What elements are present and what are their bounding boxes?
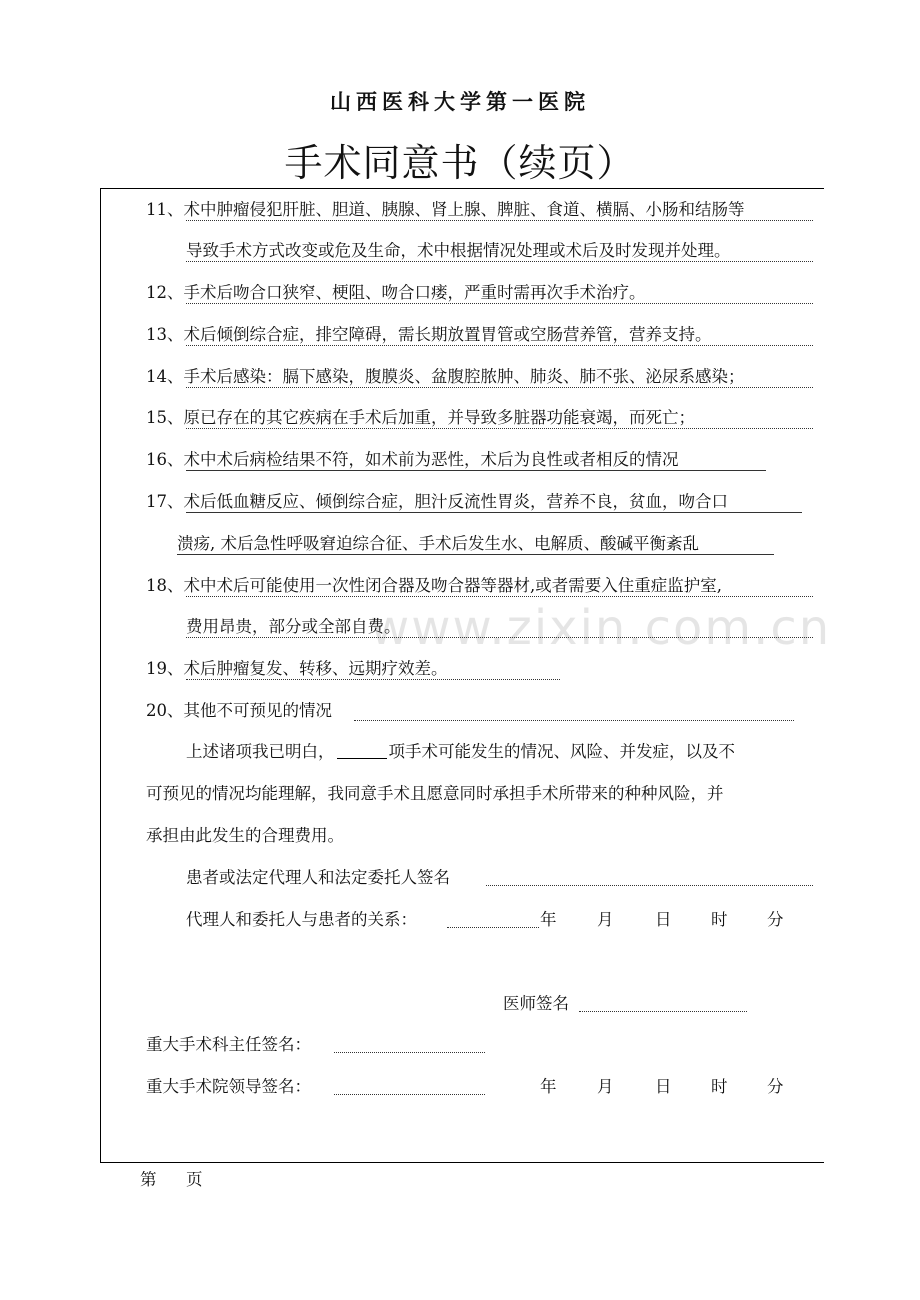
underline [186, 428, 813, 429]
patient-signature-label: 患者或法定代理人和法定委托人签名 [186, 868, 450, 887]
hour-label: 时 [711, 1077, 728, 1096]
risk-item-17-cont: 溃疡, 术后急性呼吸窘迫综合征、手术后发生水、电解质、酸碱平衡紊乱 [177, 534, 699, 553]
doctor-signature-field[interactable] [579, 1011, 747, 1012]
underline [186, 470, 766, 471]
underline [186, 387, 813, 388]
minute-label: 分 [767, 910, 784, 929]
patient-signature-field[interactable] [486, 885, 813, 886]
underline [186, 261, 813, 262]
underline [354, 720, 794, 721]
risk-item-13: 13、术后倾倒综合症，排空障碍，需长期放置胃管或空肠营养管，营养支持。 [146, 325, 712, 344]
hour-label: 时 [711, 910, 728, 929]
document-title: 手术同意书（续页） [284, 141, 636, 185]
page-number-prefix: 第 [140, 1170, 157, 1189]
watermark: www.zixin.com.cn [370, 600, 832, 656]
underline [186, 220, 813, 221]
risk-item-15: 15、原已存在的其它疾病在手术后加重，并导致多脏器功能衰竭，而死亡； [146, 408, 695, 427]
month-label: 月 [597, 1077, 614, 1096]
underline [186, 637, 813, 638]
consent-statement-line-2: 可预见的情况均能理解，我同意手术且愿意同时承担手术所带来的种种风险，并 [146, 784, 724, 803]
page-number-suffix: 页 [186, 1170, 203, 1189]
consent-text-b: 项手术可能发生的情况、风险、并发症，以及不 [388, 742, 735, 761]
hospital-name: 山西医科大学第一医院 [330, 89, 590, 114]
risk-item-11: 11、术中肿瘤侵犯肝脏、胆道、胰腺、肾上腺、脾脏、食道、横膈、小肠和结肠等 [146, 200, 745, 219]
consent-text-a: 上述诸项我已明白， [186, 742, 335, 761]
procedure-blank[interactable] [337, 742, 387, 759]
month-label: 月 [597, 910, 614, 929]
underline [186, 679, 560, 680]
risk-item-11-cont: 导致手术方式改变或危及生命，术中根据情况处理或术后及时发现并处理。 [186, 241, 731, 260]
risk-item-19: 19、术后肿瘤复发、转移、远期疗效差。 [146, 659, 448, 678]
risk-item-17: 17、术后低血糖反应、倾倒综合症，胆汁反流性胃炎，营养不良，贫血，吻合口 [146, 492, 728, 511]
underline [177, 554, 774, 555]
risk-item-16: 16、术中术后病检结果不符，如术前为恶性，术后为良性或者相反的情况 [146, 450, 679, 469]
director-signature-label: 重大手术科主任签名： [146, 1035, 311, 1054]
risk-item-12: 12、手术后吻合口狭窄、梗阻、吻合口瘘，严重时需再次手术治疗。 [146, 283, 646, 302]
year-label: 年 [540, 1077, 557, 1096]
year-label: 年 [540, 910, 557, 929]
director-signature-field[interactable] [334, 1052, 485, 1053]
consent-statement-line-1 [186, 740, 735, 764]
underline [186, 303, 813, 304]
risk-item-14: 14、手术后感染：膈下感染，腹膜炎、盆腹腔脓肿、肺炎、肺不张、泌尿系感染； [146, 367, 745, 386]
leader-signature-label: 重大手术院领导签名： [146, 1077, 311, 1096]
underline [186, 596, 813, 597]
doctor-signature-label: 医师签名 [503, 994, 569, 1013]
relation-label: 代理人和委托人与患者的关系： [186, 910, 417, 929]
risk-item-18-cont: 费用昂贵，部分或全部自费。 [186, 617, 401, 636]
day-label: 日 [655, 910, 672, 929]
underline [186, 512, 802, 513]
risk-item-18: 18、术中术后可能使用一次性闭合器及吻合器等器材,或者需要入住重症监护室, [146, 576, 722, 595]
day-label: 日 [655, 1077, 672, 1096]
consent-statement-line-3: 承担由此发生的合理费用。 [146, 826, 344, 845]
minute-label: 分 [767, 1077, 784, 1096]
leader-signature-field[interactable] [334, 1094, 485, 1095]
relation-field[interactable] [447, 927, 539, 928]
underline [186, 345, 813, 346]
risk-item-20: 20、其他不可预见的情况 [146, 701, 332, 720]
